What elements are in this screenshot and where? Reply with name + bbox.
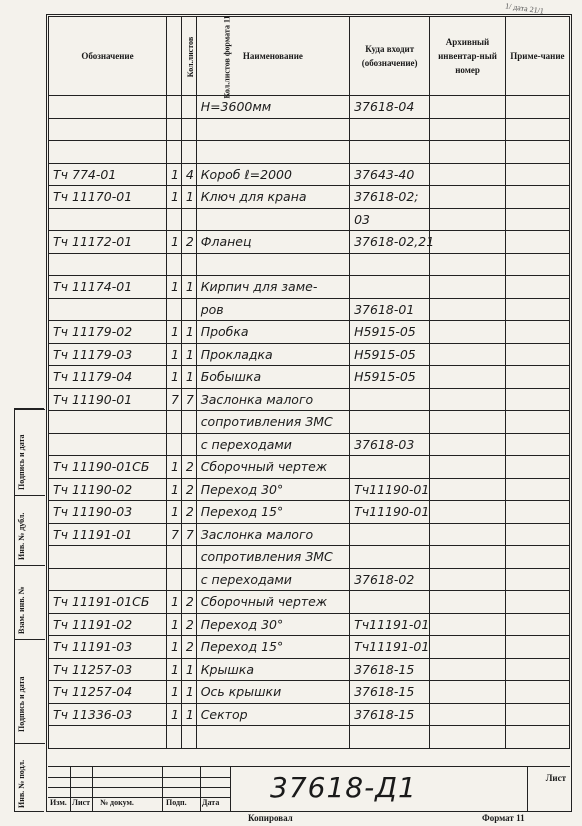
sheet-number-box	[527, 767, 570, 811]
cell-designation: Тч 11179-04	[49, 366, 167, 389]
table-row	[49, 141, 570, 164]
cell-designation: Тч 11191-01	[49, 523, 167, 546]
cell-sheets-a11	[181, 118, 196, 141]
cell-note	[505, 343, 569, 366]
sidebar-sign-date-2: Подпись и дата	[17, 676, 26, 732]
cell-sheets-a11: 2	[181, 231, 196, 254]
cell-note	[505, 478, 569, 501]
cell-name: сопротивления ЗМС	[196, 546, 349, 569]
cell-sheets-count	[166, 546, 181, 569]
table-row	[49, 118, 570, 141]
cell-sheets-count	[166, 141, 181, 164]
cell-where-used	[350, 726, 430, 749]
table-row	[49, 276, 570, 299]
cell-sheets-count: 1	[166, 658, 181, 681]
cell-sheets-count: 1	[166, 186, 181, 209]
cell-name: Фланец	[196, 231, 349, 254]
cell-archive	[430, 726, 506, 749]
cell-note	[505, 523, 569, 546]
cell-sheets-count: 1	[166, 501, 181, 524]
cell-name: Прокладка	[196, 343, 349, 366]
table-row	[49, 96, 570, 119]
cell-archive	[430, 343, 506, 366]
cell-designation: Тч 11179-03	[49, 343, 167, 366]
cell-where-used: 37618-02	[350, 568, 430, 591]
cell-name: Сборочный чертеж	[196, 591, 349, 614]
cell-archive	[430, 636, 506, 659]
cell-designation	[49, 546, 167, 569]
cell-sheets-a11: 1	[181, 681, 196, 704]
sidebar-cell	[15, 495, 45, 565]
cell-sheets-a11: 2	[181, 501, 196, 524]
cell-sheets-count	[166, 568, 181, 591]
cell-name: ров	[196, 298, 349, 321]
cell-sheets-count: 1	[166, 163, 181, 186]
cell-designation: Тч 11190-01СБ	[49, 456, 167, 479]
cell-archive	[430, 568, 506, 591]
cell-archive	[430, 118, 506, 141]
cell-sheets-a11: 1	[181, 276, 196, 299]
table-row	[49, 478, 570, 501]
cell-name: Короб ℓ=2000	[196, 163, 349, 186]
cell-note	[505, 208, 569, 231]
header-sheets-a11: Кол.листов формата 11	[181, 17, 196, 96]
cell-sheets-count	[166, 726, 181, 749]
table-row	[49, 636, 570, 659]
cell-sheets-a11: 2	[181, 636, 196, 659]
cell-name: Кирпич для заме-	[196, 276, 349, 299]
cell-where-used: 37618-15	[350, 681, 430, 704]
cell-designation	[49, 141, 167, 164]
cell-note	[505, 321, 569, 344]
sidebar-vzam-inv: Взам. инв. №	[17, 586, 26, 634]
table-body	[49, 96, 570, 749]
header-where-used: Куда входит (обозначение)	[350, 17, 430, 96]
cell-name	[196, 208, 349, 231]
cell-where-used: Тч11191-01	[350, 636, 430, 659]
cell-note	[505, 456, 569, 479]
cell-designation	[49, 568, 167, 591]
cell-archive	[430, 321, 506, 344]
cell-archive	[430, 591, 506, 614]
cell-name: Заслонка малого	[196, 388, 349, 411]
cell-archive	[430, 388, 506, 411]
cell-sheets-a11: 2	[181, 456, 196, 479]
cell-name: Переход 15°	[196, 501, 349, 524]
cell-where-used	[350, 276, 430, 299]
cell-sheets-a11: 2	[181, 478, 196, 501]
cell-designation: Тч 11190-02	[49, 478, 167, 501]
cell-note	[505, 366, 569, 389]
cell-archive	[430, 366, 506, 389]
cell-sheets-count	[166, 253, 181, 276]
table-row	[49, 501, 570, 524]
cell-where-used	[350, 523, 430, 546]
cell-designation: Тч 11336-03	[49, 703, 167, 726]
cell-sheets-count	[166, 411, 181, 434]
cell-note	[505, 613, 569, 636]
table-row	[49, 456, 570, 479]
cell-note	[505, 681, 569, 704]
table-row	[49, 568, 570, 591]
table-header-row	[49, 17, 570, 96]
cell-note	[505, 726, 569, 749]
cell-sheets-count: 1	[166, 366, 181, 389]
cell-designation	[49, 253, 167, 276]
cell-sheets-count: 1	[166, 343, 181, 366]
sheet-label: Лист	[545, 773, 566, 783]
cell-sheets-count: 1	[166, 703, 181, 726]
cell-where-used: 37618-02;	[350, 186, 430, 209]
col-sign: Подп.	[166, 798, 187, 807]
cell-sheets-count: 1	[166, 591, 181, 614]
cell-archive	[430, 613, 506, 636]
cell-sheets-count	[166, 433, 181, 456]
sidebar-cell	[15, 565, 45, 639]
cell-note	[505, 276, 569, 299]
cell-archive	[430, 703, 506, 726]
cell-archive	[430, 186, 506, 209]
cell-sheets-a11	[181, 433, 196, 456]
cell-archive	[430, 523, 506, 546]
cell-designation: Тч 11191-03	[49, 636, 167, 659]
table-row	[49, 411, 570, 434]
cell-archive	[430, 208, 506, 231]
cell-sheets-a11: 7	[181, 523, 196, 546]
cell-archive	[430, 478, 506, 501]
cell-name: Крышка	[196, 658, 349, 681]
sidebar-sign-date-1: Подпись и дата	[17, 434, 26, 490]
table-row	[49, 726, 570, 749]
format-label: Формат 11	[482, 813, 525, 823]
table-row	[49, 591, 570, 614]
cell-note	[505, 636, 569, 659]
table-row	[49, 433, 570, 456]
cell-name: Н=3600мм	[196, 96, 349, 119]
cell-archive	[430, 163, 506, 186]
cell-designation	[49, 411, 167, 434]
cell-sheets-count: 1	[166, 276, 181, 299]
sidebar-cell	[15, 743, 45, 813]
copied-by-label: Копировал	[248, 813, 293, 823]
cell-designation	[49, 726, 167, 749]
cell-where-used: 37643-40	[350, 163, 430, 186]
cell-note	[505, 388, 569, 411]
cell-sheets-count: 1	[166, 231, 181, 254]
cell-name	[196, 118, 349, 141]
cell-designation: Тч 11257-03	[49, 658, 167, 681]
cell-name: Переход 30°	[196, 613, 349, 636]
cell-sheets-a11: 1	[181, 658, 196, 681]
table-row	[49, 163, 570, 186]
cell-where-used	[350, 141, 430, 164]
left-margin-stamp	[14, 408, 44, 812]
cell-archive	[430, 298, 506, 321]
cell-note	[505, 411, 569, 434]
cell-note	[505, 231, 569, 254]
cell-sheets-a11	[181, 141, 196, 164]
table-row	[49, 231, 570, 254]
cell-note	[505, 186, 569, 209]
cell-where-used: 37618-15	[350, 703, 430, 726]
cell-sheets-a11	[181, 726, 196, 749]
cell-where-used: 37618-04	[350, 96, 430, 119]
cell-where-used	[350, 253, 430, 276]
cell-note	[505, 546, 569, 569]
cell-sheets-count	[166, 208, 181, 231]
cell-name: Заслонка малого	[196, 523, 349, 546]
table-row	[49, 253, 570, 276]
table-row	[49, 681, 570, 704]
cell-where-used: Н5915-05	[350, 343, 430, 366]
cell-archive	[430, 253, 506, 276]
cell-designation	[49, 208, 167, 231]
cell-sheets-a11: 2	[181, 591, 196, 614]
cell-archive	[430, 231, 506, 254]
cell-archive	[430, 276, 506, 299]
cell-designation: Тч 774-01	[49, 163, 167, 186]
table-row	[49, 343, 570, 366]
cell-where-used	[350, 591, 430, 614]
cell-name: Переход 30°	[196, 478, 349, 501]
cell-designation: Тч 11172-01	[49, 231, 167, 254]
table-row	[49, 703, 570, 726]
cell-sheets-a11	[181, 568, 196, 591]
cell-name: Переход 15°	[196, 636, 349, 659]
document-code: 37618-Д1	[270, 771, 417, 804]
cell-where-used: Тч11190-01	[350, 501, 430, 524]
cell-designation: Тч 11174-01	[49, 276, 167, 299]
corner-stamp: 1/ дата 21/1	[504, 1, 545, 16]
cell-where-used	[350, 411, 430, 434]
col-list: Лист	[72, 798, 91, 807]
cell-name: Сектор	[196, 703, 349, 726]
cell-name: с переходами	[196, 568, 349, 591]
cell-where-used: Тч11191-01	[350, 613, 430, 636]
table-row	[49, 523, 570, 546]
table-row	[49, 321, 570, 344]
cell-where-used: 37618-01	[350, 298, 430, 321]
cell-where-used: Н5915-05	[350, 321, 430, 344]
title-block	[48, 766, 570, 811]
col-izm: Изм.	[50, 798, 67, 807]
cell-name	[196, 726, 349, 749]
cell-designation	[49, 298, 167, 321]
cell-note	[505, 433, 569, 456]
cell-archive	[430, 433, 506, 456]
cell-note	[505, 253, 569, 276]
cell-archive	[430, 456, 506, 479]
cell-designation: Тч 11170-01	[49, 186, 167, 209]
cell-note	[505, 141, 569, 164]
table-row	[49, 186, 570, 209]
cell-note	[505, 591, 569, 614]
cell-sheets-a11	[181, 253, 196, 276]
cell-designation: Тч 11190-03	[49, 501, 167, 524]
sidebar-cell	[15, 409, 45, 495]
cell-note	[505, 568, 569, 591]
header-archive: Архивный инвентар-ный номер	[430, 17, 506, 96]
table-row	[49, 658, 570, 681]
cell-sheets-count: 7	[166, 523, 181, 546]
cell-sheets-a11: 4	[181, 163, 196, 186]
cell-designation	[49, 433, 167, 456]
cell-designation: Тч 11257-04	[49, 681, 167, 704]
table-row	[49, 298, 570, 321]
cell-where-used: 03	[350, 208, 430, 231]
cell-sheets-a11	[181, 208, 196, 231]
sidebar-cell	[15, 639, 45, 743]
cell-designation: Тч 11191-01СБ	[49, 591, 167, 614]
cell-sheets-count	[166, 298, 181, 321]
table-row	[49, 366, 570, 389]
cell-note	[505, 96, 569, 119]
cell-name: с переходами	[196, 433, 349, 456]
cell-archive	[430, 546, 506, 569]
cell-name: сопротивления ЗМС	[196, 411, 349, 434]
table-row	[49, 208, 570, 231]
cell-sheets-a11: 1	[181, 321, 196, 344]
cell-where-used	[350, 118, 430, 141]
cell-sheets-count: 7	[166, 388, 181, 411]
cell-name	[196, 141, 349, 164]
cell-sheets-a11	[181, 96, 196, 119]
cell-note	[505, 118, 569, 141]
specification-table	[48, 16, 570, 749]
table-row	[49, 613, 570, 636]
header-designation: Обозначение	[49, 17, 167, 96]
cell-sheets-a11: 7	[181, 388, 196, 411]
cell-sheets-count: 1	[166, 321, 181, 344]
cell-sheets-a11	[181, 298, 196, 321]
cell-archive	[430, 658, 506, 681]
cell-sheets-a11: 1	[181, 366, 196, 389]
cell-designation	[49, 96, 167, 119]
cell-where-used: Тч11190-01	[350, 478, 430, 501]
cell-sheets-count: 1	[166, 613, 181, 636]
cell-name: Ключ для крана	[196, 186, 349, 209]
cell-archive	[430, 141, 506, 164]
cell-name	[196, 253, 349, 276]
cell-note	[505, 298, 569, 321]
cell-archive	[430, 501, 506, 524]
cell-designation: Тч 11190-01	[49, 388, 167, 411]
col-doc-number: № докум.	[100, 798, 134, 807]
cell-sheets-count: 1	[166, 478, 181, 501]
cell-sheets-count: 1	[166, 456, 181, 479]
col-date: Дата	[202, 798, 220, 807]
cell-designation: Тч 11179-02	[49, 321, 167, 344]
cell-sheets-count	[166, 96, 181, 119]
cell-sheets-count: 1	[166, 681, 181, 704]
cell-name: Пробка	[196, 321, 349, 344]
table-row	[49, 546, 570, 569]
cell-name: Ось крышки	[196, 681, 349, 704]
cell-sheets-count	[166, 118, 181, 141]
cell-sheets-a11: 2	[181, 613, 196, 636]
cell-sheets-a11: 1	[181, 343, 196, 366]
cell-sheets-count: 1	[166, 636, 181, 659]
cell-where-used: 37618-03	[350, 433, 430, 456]
cell-where-used: 37618-15	[350, 658, 430, 681]
cell-note	[505, 501, 569, 524]
cell-note	[505, 163, 569, 186]
table-row	[49, 388, 570, 411]
cell-sheets-a11	[181, 546, 196, 569]
cell-note	[505, 658, 569, 681]
header-name: Наименование	[196, 17, 349, 96]
cell-sheets-a11: 1	[181, 703, 196, 726]
cell-where-used	[350, 546, 430, 569]
cell-designation: Тч 11191-02	[49, 613, 167, 636]
cell-name: Сборочный чертеж	[196, 456, 349, 479]
cell-where-used	[350, 456, 430, 479]
cell-where-used: 37618-02,21	[350, 231, 430, 254]
cell-name: Бобышка	[196, 366, 349, 389]
header-note: Приме-чание	[505, 17, 569, 96]
cell-archive	[430, 96, 506, 119]
cell-sheets-a11	[181, 411, 196, 434]
cell-archive	[430, 411, 506, 434]
cell-where-used: Н5915-05	[350, 366, 430, 389]
cell-sheets-a11: 1	[181, 186, 196, 209]
cell-archive	[430, 681, 506, 704]
cell-designation	[49, 118, 167, 141]
cell-note	[505, 703, 569, 726]
sidebar-inv-orig: Инв. № подл.	[17, 759, 26, 808]
sidebar-inv-dup: Инв. № дубл.	[17, 512, 26, 560]
header-sheets-count: Кол.листов	[166, 17, 181, 96]
cell-where-used	[350, 388, 430, 411]
